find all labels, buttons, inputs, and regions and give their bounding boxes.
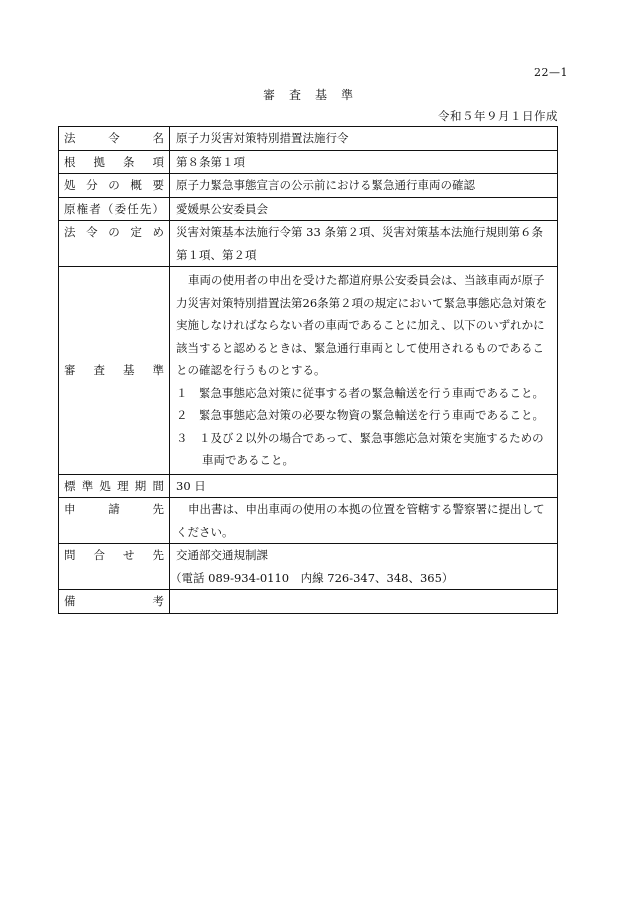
label-criteria: 審査基準 — [59, 267, 170, 475]
row-contact — [59, 544, 558, 590]
contact-phone: （電話 089-934-0110 内線 726-347、348、365） — [170, 570, 454, 585]
criteria-intro: 車両の使用者の申出を受けた都道府県公安委員会は、当該車両が原子力災害対策特別措置法第26条第２項の規定において緊急事態応急対策を実施しなければならない者の車両であることに加え、以下のいずれかに該当すると認めるときは、緊急通行車両として使用されるものであることの確認を行うものとする。 — [176, 273, 548, 377]
criteria-item-2: ２ 緊急事態応急対策の必要な物資の緊急輸送を行う車両であること。 — [176, 408, 544, 422]
row-authority — [59, 197, 558, 221]
value-definition: 災害対策基本法施行令第 33 条第２項、災害対策基本法施行規則第６条第１項、第２項 — [170, 221, 558, 267]
value-contact — [170, 544, 558, 590]
criteria-item-1: １ 緊急事態応急対策に従事する者の緊急輸送を行う車両であること。 — [176, 385, 544, 400]
label-summary: 処分の概要 — [59, 174, 170, 198]
value-remarks — [170, 590, 558, 614]
row-law — [59, 127, 558, 151]
row-criteria — [59, 267, 558, 475]
label-remarks: 備考 — [59, 590, 170, 614]
label-authority: 原権者（委任先） — [59, 197, 170, 221]
row-definition — [59, 221, 558, 267]
value-period: 30 日 — [170, 474, 558, 498]
row-summary — [59, 174, 558, 198]
label-definition: 法令の定め — [59, 221, 170, 267]
value-criteria — [170, 267, 558, 475]
value-application: 申出書は、申出車両の使用の本拠の位置を管轄する警察署に提出してください。 — [170, 498, 558, 544]
row-application — [59, 498, 558, 544]
contact-department: 交通部交通規制課 — [176, 548, 268, 562]
criteria-table — [58, 126, 558, 614]
created-date: 令和５年９月１日作成 — [438, 109, 558, 123]
criteria-item-3: ３ １及び２以外の場合であって、緊急事態応急対策を実施するための車両であること。 — [176, 430, 544, 467]
value-basis: 第８条第１項 — [170, 150, 558, 174]
label-application: 申請先 — [59, 498, 170, 544]
document-title: 審査基準 — [262, 88, 367, 102]
label-contact: 問合せ先 — [59, 544, 170, 590]
row-basis — [59, 150, 558, 174]
row-remarks — [59, 590, 558, 614]
label-law: 法令名 — [59, 127, 170, 151]
row-period — [59, 474, 558, 498]
value-law: 原子力災害対策特別措置法施行令 — [170, 127, 558, 151]
page-number: 22—1 — [534, 66, 568, 79]
label-period: 標準処理期間 — [59, 474, 170, 498]
value-summary: 原子力緊急事態宣言の公示前における緊急通行車両の確認 — [170, 174, 558, 198]
value-authority: 愛媛県公安委員会 — [170, 197, 558, 221]
label-basis: 根拠条項 — [59, 150, 170, 174]
